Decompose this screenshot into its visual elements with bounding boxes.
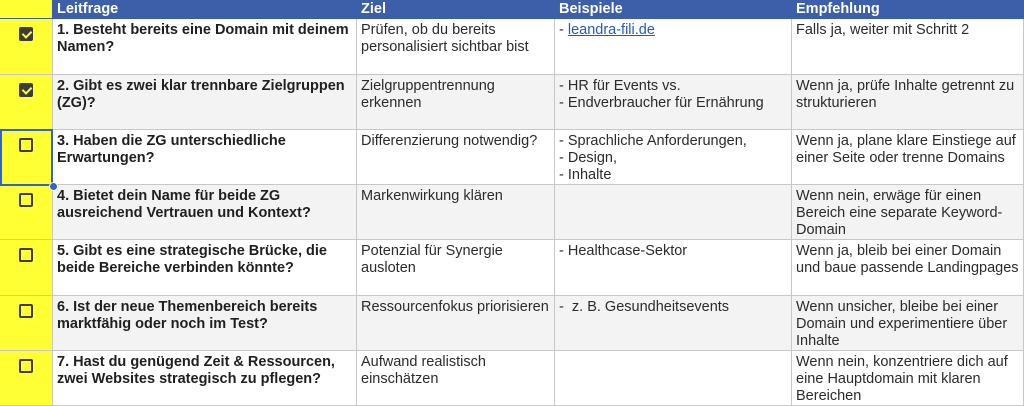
checkbox-cell[interactable] bbox=[0, 185, 53, 240]
cell-leitfrage[interactable]: 3. Haben die ZG unterschiedliche Erwartungen? bbox=[53, 130, 357, 185]
cell-empfehlung[interactable]: Wenn nein, konzentriere dich auf eine Hauptdomain mit klaren Bereichen bbox=[792, 351, 1024, 406]
example-line: - Healthcase-Sektor bbox=[559, 243, 688, 259]
checkbox-unchecked[interactable] bbox=[19, 359, 33, 373]
header-ziel[interactable]: Ziel bbox=[357, 0, 555, 19]
checkbox-cell[interactable] bbox=[0, 296, 53, 351]
cell-empfehlung[interactable]: Wenn unsicher, bleibe bei einer Domain und experimentiere über Inhalte bbox=[792, 296, 1024, 351]
cell-beispiele[interactable] bbox=[555, 75, 792, 130]
cell-ziel[interactable]: Prüfen, ob du bereits personalisiert sichtbar bist bbox=[357, 19, 555, 75]
domain-link[interactable]: leandra-fili.de bbox=[567, 22, 655, 38]
cell-leitfrage[interactable]: 7. Hast du genügend Zeit & Ressourcen, zwei Websites strategisch zu pflegen? bbox=[53, 351, 357, 406]
cell-beispiele[interactable] bbox=[555, 19, 792, 75]
checkbox-cell[interactable] bbox=[0, 351, 53, 406]
header-empfehlung[interactable]: Empfehlung bbox=[792, 0, 1024, 19]
cell-leitfrage[interactable]: 2. Gibt es zwei klar trennbare Zielgruppen (ZG)? bbox=[53, 75, 357, 130]
example-line: - z. B. Gesundheitsevents bbox=[559, 299, 730, 315]
example-line: - HR für Events vs. bbox=[559, 78, 681, 94]
header-beispiele[interactable]: Beispiele bbox=[555, 0, 792, 19]
cell-ziel[interactable]: Potenzial für Synergie ausloten bbox=[357, 240, 555, 296]
cell-leitfrage[interactable]: 6. Ist der neue Themenbereich bereits marktfähig oder noch im Test? bbox=[53, 296, 357, 351]
cell-empfehlung[interactable]: Wenn ja, plane klare Einstiege auf einer Seite oder trenne Domains bbox=[792, 130, 1024, 185]
checkbox-cell[interactable] bbox=[0, 75, 53, 130]
cell-beispiele[interactable] bbox=[555, 185, 792, 240]
cell-beispiele[interactable] bbox=[555, 240, 792, 296]
checkbox-cell[interactable] bbox=[0, 19, 53, 75]
checkbox-unchecked[interactable] bbox=[19, 193, 33, 207]
cell-ziel[interactable]: Differenzierung notwendig? bbox=[357, 130, 555, 185]
examples-prefix: - bbox=[559, 22, 568, 38]
cell-beispiele[interactable] bbox=[555, 296, 792, 351]
cell-ziel[interactable]: Aufwand realistisch einschätzen bbox=[357, 351, 555, 406]
cell-beispiele[interactable] bbox=[555, 351, 792, 406]
checkbox-unchecked[interactable] bbox=[19, 248, 33, 262]
checkbox-cell[interactable] bbox=[0, 240, 53, 296]
checkbox-checked[interactable] bbox=[19, 83, 33, 97]
cell-leitfrage[interactable]: 1. Besteht bereits eine Domain mit deinem Namen? bbox=[53, 19, 357, 75]
cell-ziel[interactable]: Zielgruppentrennung erkennen bbox=[357, 75, 555, 130]
header-leitfrage[interactable]: Leitfrage bbox=[53, 0, 357, 19]
checkbox-checked[interactable] bbox=[19, 27, 33, 41]
checkbox-unchecked[interactable] bbox=[19, 138, 33, 152]
cell-ziel[interactable]: Ressourcenfokus priorisieren bbox=[357, 296, 555, 351]
cell-empfehlung[interactable]: Wenn nein, erwäge für einen Bereich eine separate Keyword-Domain bbox=[792, 185, 1024, 240]
example-line: - Sprachliche Anforderungen, bbox=[559, 133, 747, 149]
example-line: - Inhalte bbox=[559, 167, 612, 183]
example-line: - Design, bbox=[559, 150, 618, 166]
checkbox-cell[interactable] bbox=[0, 130, 53, 185]
cell-leitfrage[interactable]: 4. Bietet dein Name für beide ZG ausreichend Vertrauen und Kontext? bbox=[53, 185, 357, 240]
header-checkbox-column[interactable] bbox=[0, 0, 53, 19]
example-line: - Endverbraucher für Ernährung bbox=[559, 95, 764, 111]
fill-handle[interactable] bbox=[49, 182, 58, 191]
cell-empfehlung[interactable]: Wenn ja, bleib bei einer Domain und baue passende Landingpages bbox=[792, 240, 1024, 296]
cell-leitfrage[interactable]: 5. Gibt es eine strategische Brücke, die beide Bereiche verbinden könnte? bbox=[53, 240, 357, 296]
cell-beispiele[interactable] bbox=[555, 130, 792, 185]
cell-ziel[interactable]: Markenwirkung klären bbox=[357, 185, 555, 240]
cell-empfehlung[interactable]: Falls ja, weiter mit Schritt 2 bbox=[792, 19, 1024, 75]
checkbox-unchecked[interactable] bbox=[19, 304, 33, 318]
cell-empfehlung[interactable]: Wenn ja, prüfe Inhalte getrennt zu strukturieren bbox=[792, 75, 1024, 130]
